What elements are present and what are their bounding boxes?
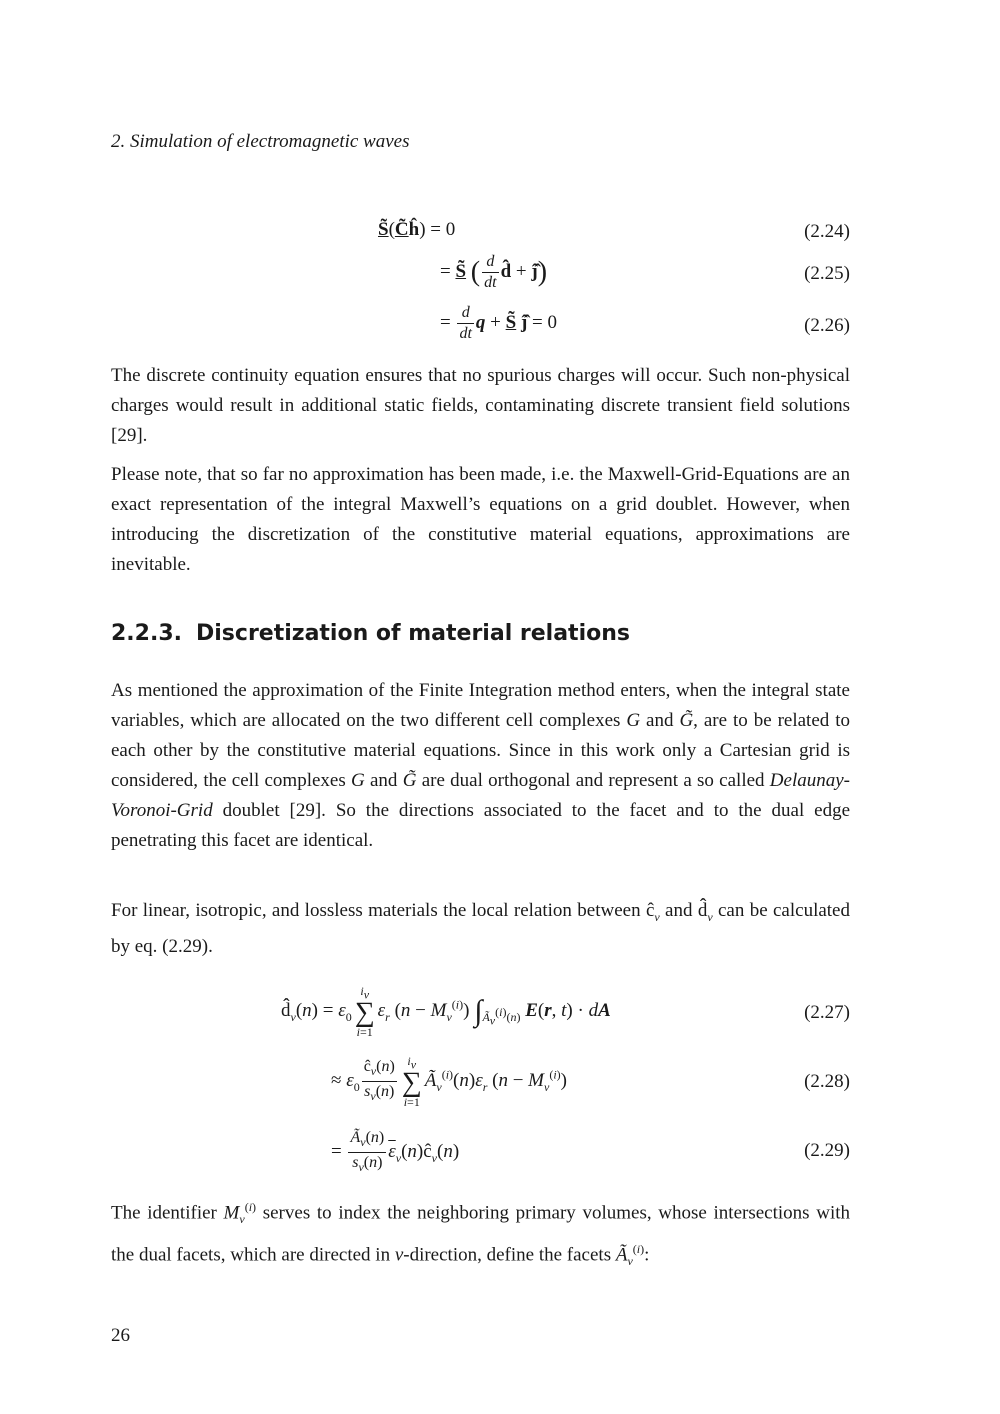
equation-number: (2.24) [804,221,850,242]
equation-2-25: = S̃ ( $\frac{d}{dt}$ d̂̂ + ĵ̂) [440,253,548,291]
section-heading [111,621,630,646]
page-number: 26 [111,1325,130,1346]
paragraph-approximation: As mentioned the approximation of the Finite Integration method enters, when the integral state variables, which are allocated on the two different cell complexes G and G̃, are to be related to each other by the constitutive material equations. Since in this work only a Cartesian grid is considered, the cell complexes G and G̃ are dual orthogonal and represent a so called Delaunay-Voronoi-Grid doublet [29]. So the directions associated to the facet and to the dual edge penetrating this facet are identical. [111,680,850,851]
paragraph-identifier: The identifier $M_\nu^{(i)}$ serves to index the neighboring primary volumes, whose intersections with the dual facets, which are directed in ν-direction, define the facets $Ã_\nu^{(i)}$: [111,1200,850,1269]
equation-2-27: $d̂̂_\nu(n) = \varepsilon_0i_\nu$ ∑ $i=1\varepsilon_r$ $(n - M_\nu^{(i)})$ $\int_{Ã_\nu^{(i)}(n)}$ E(r, t) · dA [281,984,611,1040]
equation-number: (2.26) [804,315,850,336]
equation-2-24: S̃(C̃ĥ) = 0 [378,219,456,240]
equation-number: (2.27) [804,1002,850,1023]
paragraph-linear-materials: For linear, isotropic, and lossless materials the local relation between $ĉ_\nu$ and $d̂̂_\nu$ can be calculated by eq. (2.29). [111,900,850,957]
equation-number: (2.28) [804,1071,850,1092]
running-header: 2. Simulation of electromagnetic waves [111,131,410,152]
equation-2-26: = $\frac{d}{dt}$ q + S̃ ĵ̂ = 0 [440,304,558,342]
paragraph-continuity: The discrete continuity equation ensures that no spurious charges will occur. Such non-physical charges would result in additional static fields, contaminating discrete transient field solutions [29]. [111,365,850,446]
equation-2-29: = $\frac{Ã_\nu(n)}{s_\nu(n)}$ $\overline{\varepsilon}_\nu(n)ĉ_\nu(n)$ [331,1129,460,1175]
equation-number: (2.29) [804,1140,850,1161]
equation-2-28: ≈ $\varepsilon_0$ $\frac{ĉ_\nu(n)}{s_\nu(n)}$ $i_\nu$ ∑ $i=1Ã_\nu^{(i)}(n)\varepsilon_r$ $(n - M_\nu^{(i)})$ [331,1054,567,1110]
emphasis-text: Delaunay-Voronoi-Grid [111,770,850,821]
section-title: Discretization of material relations [196,621,630,646]
equation-number: (2.25) [804,263,850,284]
paragraph-note: Please note, that so far no approximation has been made, i.e. the Maxwell-Grid-Equations are an exact representation of the integral Maxwell’s equations on a grid doublet. However, when introducing the discretization of the constitutive material equations, approximations are inevitable. [111,464,850,575]
section-number: 2.2.3. [111,621,182,646]
